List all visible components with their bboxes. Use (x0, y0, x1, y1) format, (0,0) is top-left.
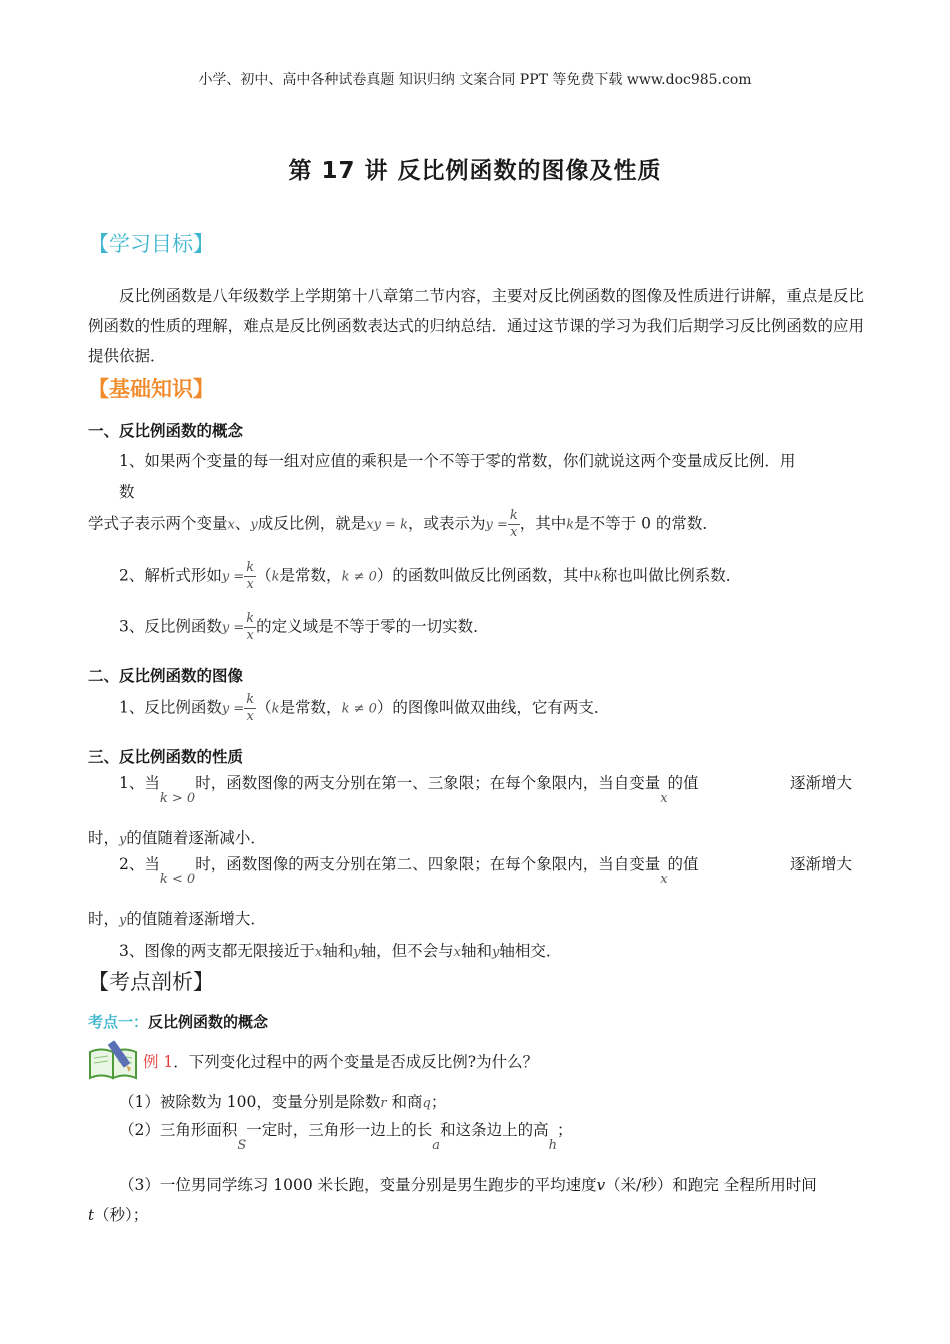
example1-question3-line2: t（秒）； (88, 1206, 149, 1224)
prop-item2-line2: 时，y的值随着逐渐增大． (88, 910, 266, 928)
prop-item2-increase: 逐渐增大 (790, 855, 853, 873)
example1-question1: （1）被除数为 100，变量分别是除数r 和商q； (119, 1093, 447, 1111)
section-learning-goals: 【学习目标】 (88, 232, 214, 256)
fraction-k-over-x: $\frac{k}{x}$ (246, 611, 255, 643)
example1-question3-line1: （3）一位男同学练习 1000 米长跑，变量分别是男生跑步的平均速度v（米/秒）和跑完 全程所用时间 (119, 1176, 817, 1194)
page-header: 小学、初中、高中各种试卷真题 知识归纳 文案合同 PPT 等免费下载 www.doc985.com (198, 72, 752, 88)
concept-item3: 3、反比例函数y = $\frac{k}{x}$ 的定义域是不等于零的一切实数． (119, 611, 489, 643)
concept-item1-line1: 1、如果两个变量的每一组对应值的乘积是一个不等于零的常数，你们就说这两个变量成反比例．用 (119, 452, 796, 470)
heading-properties: 三、反比例函数的性质 (88, 748, 244, 766)
fraction-k-over-x: $\frac{k}{x}$ (509, 508, 518, 540)
heading-concept: 一、反比例函数的概念 (88, 422, 244, 440)
concept-item2: 2、解析式形如y = $\frac{k}{x}$ （k是常数，k ≠ 0）的函数叫做反比例函数，其中k称也叫做比例系数． (119, 560, 742, 592)
section-exam-analysis: 【考点剖析】 (88, 970, 214, 994)
goals-paragraph: 反比例函数是八年级数学上学期第十八章第二节内容，主要对反比例函数的图像及性质进行讲解，重点是反比例函数的性质的理解，难点是反比例函数表达式的归纳总结．通过这节课的学习为我们后期学习反比例函数的应用提供依据． (88, 287, 864, 365)
concept-item1-line2: 数 (119, 483, 135, 501)
graph-item1: 1、反比例函数y = $\frac{k}{x}$ （k是常数，k ≠ 0）的图像叫做双曲线，它有两支． (119, 692, 610, 724)
example1-question2: （2）三角形面积$_S$一定时，三角形一边上的长$_a$和这条边上的高$_h$； (119, 1121, 573, 1153)
example1-text: 例 1．下列变化过程中的两个变量是否成反比例?为什么？ (143, 1053, 539, 1071)
concept-item1-line3: 学式子表示两个变量x、y成反比例，就是xy = k，或表示为y = $\frac{k}{x}$ ，其中k是不等于 0 的常数． (88, 508, 718, 540)
section-basic-knowledge: 【基础知识】 (88, 377, 214, 401)
heading-graph: 二、反比例函数的图像 (88, 667, 244, 685)
kaodian-heading: 考点一：反比例函数的概念 (88, 1013, 269, 1031)
prop-item1-increase: 逐渐增大 (790, 774, 853, 792)
page-title: 第 17 讲 反比例函数的图像及性质 (288, 158, 662, 184)
prop-item1-line2: 时，y的值随着逐渐减小． (88, 829, 266, 847)
prop-item1-line1: 1、当$_{k > 0}$时，函数图像的两支分别在第一、三象限；在每个象限内，当自变量$_x$的值 (119, 774, 699, 806)
fraction-k-over-x: $\frac{k}{x}$ (246, 692, 255, 724)
prop-item3: 3、图像的两支都无限接近于x轴和y轴，但不会与x轴和y轴相交． (119, 942, 562, 960)
book-pencil-icon (88, 1038, 140, 1082)
prop-item2-line1: 2、当$_{k < 0}$时，函数图像的两支分别在第二、四象限；在每个象限内，当自变量$_x$的值 (119, 855, 699, 887)
fraction-k-over-x: $\frac{k}{x}$ (246, 560, 255, 592)
